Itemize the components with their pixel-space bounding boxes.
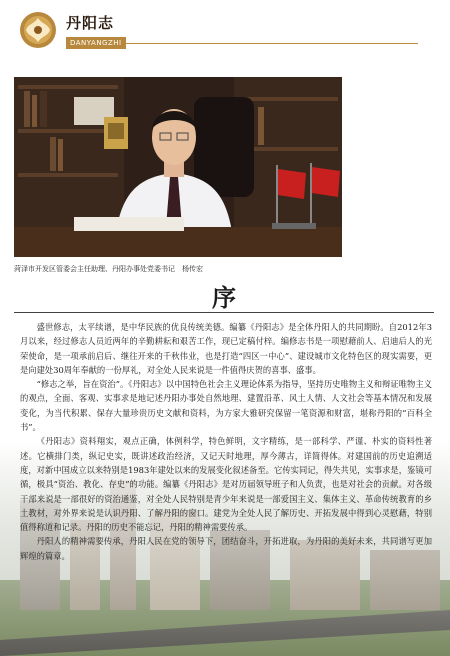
photo-caption: 菏泽市开发区管委会主任助理、丹阳办事处党委书记 杨传宏 [14,265,203,273]
section-divider [14,312,434,313]
preface-body [20,320,432,563]
section-title: 序 [212,283,238,312]
award-plaque-icon [104,117,128,149]
preface-paragraph-2: “修志之举，旨在资治”。《丹阳志》以中国特色社会主义理论体系为指导，坚持历史唯物主义和辩证唯物主义的观点，全面、客观、实事求是地记述丹阳办事处自然地理、建置沿革、风土人情、人文社会等基本情况和发展变化，为当代积累、保存大量珍贵历史文献和资料，为方家大雅研究保留一笔资源和财富，堪称丹阳的“百科全书”。 [20,379,432,433]
book-pinyin: DANYANGZHI [66,37,126,49]
flower-emblem-icon [18,10,58,50]
preface-paragraph-1: 盛世修志，太平续谱，是中华民族的优良传统美德。编纂《丹阳志》是全体丹阳人的共同期盼。自2012年3月以来，经过修志人员近两年的辛勤耕耘和艰苦工作，现已定稿付梓。编修志书是一项慰藉前人、启迪后人的光荣使命，是一项承前启后、继往开来的千秋伟业，也是打造“四区一中心”、建设城市文化特色区的现实需要，更是向建处30周年奉献的一份厚礼，对全处人民来说是一件值得庆贺的喜事、盛事。 [20,322,432,375]
book-title: 丹阳志 [66,14,115,32]
office-scene-illustration [14,77,342,257]
header-divider [118,43,418,44]
page-header [0,0,450,60]
portrait-photo [14,77,342,257]
preface-paragraph-4: 丹阳人的精神需要传承，丹阳人民在党的领导下，团结奋斗，开拓进取，为丹阳的美好未来，共同谱写更加辉煌的篇章。 [20,536,432,561]
preface-paragraph-3: 《丹阳志》资料翔实，观点正确，体例科学，特色鲜明，文字精练，是一部科学、严谨、朴实的资料性著述。它横排门类，纵记史实，既讲述政治经济，又记天时地理，厚今薄古，详简得体。对建国前的历史追溯适度，对新中国成立以来特别是1983年建处以来的发展变化叙述备至。它传实同记，得失共见，实事求是，鉴镜可循，极具“资治、教化、存史”的功能。编纂《丹阳志》是对历届领导班子和人负责，也是对社会的贡献。对各级干部来说是一部很好的资治通鉴，对全处人民特别是青少年来说是一部爱国主义、集体主义、革命传统教育的乡土教材，对外界来说是认识丹阳、了解丹阳的窗口。建党为全处人民了解历史、开拓发展中得到心灵慰藉，特别值得称道和记录。丹阳的历史不能忘记，丹阳的精神需要传承。 [20,436,432,533]
